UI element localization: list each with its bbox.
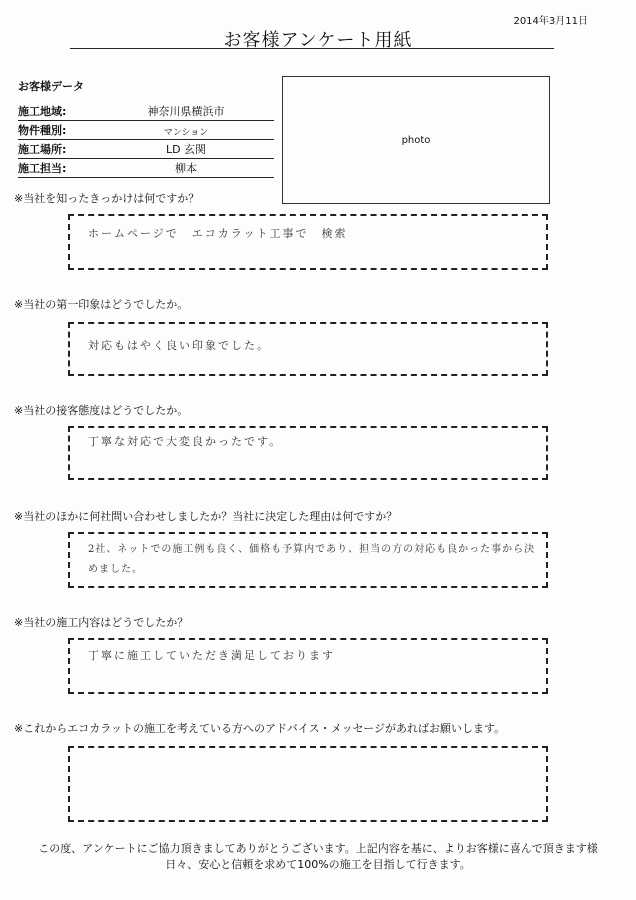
answer-box-2 bbox=[68, 322, 548, 376]
question-3: ※当社の接客態度はどうでしたか。 bbox=[14, 404, 189, 417]
answer-3: 丁寧な対応で大変良かったです。 bbox=[88, 435, 283, 448]
survey-date: 2014年3月11日 bbox=[513, 16, 588, 27]
info-row-location bbox=[18, 140, 274, 159]
info-label: 物件種別: bbox=[18, 124, 67, 137]
question-5: ※当社の施工内容はどうでしたか？ bbox=[14, 616, 189, 629]
page-title: お客様アンケート用紙 bbox=[223, 30, 413, 51]
answer-5: 丁寧に施工していただき満足しております bbox=[88, 649, 335, 662]
info-row-staff bbox=[18, 159, 274, 178]
answer-1: ホームページで エコカラット工事で 検索 bbox=[88, 227, 348, 240]
question-6: ※これからエコカラットの施工を考えている方へのアドバイス・メッセージがあればお願いします。 bbox=[14, 722, 506, 735]
customer-info-table bbox=[18, 102, 274, 178]
info-value: 柳本 bbox=[175, 162, 197, 175]
photo-placeholder bbox=[282, 76, 550, 204]
answer-box-1 bbox=[68, 214, 548, 270]
answer-2: 対応もはやく良い印象でした。 bbox=[88, 339, 270, 352]
answer-box-6 bbox=[68, 746, 548, 822]
info-label: 施工担当: bbox=[18, 162, 67, 175]
answer-box-3 bbox=[68, 426, 548, 480]
question-1: ※当社を知ったきっかけは何ですか？ bbox=[14, 192, 200, 205]
info-value: 神奈川県横浜市 bbox=[147, 105, 225, 118]
info-row-area bbox=[18, 102, 274, 121]
customer-data-heading: お客様データ bbox=[18, 80, 84, 93]
question-2: ※当社の第一印象はどうでしたか。 bbox=[14, 298, 189, 311]
info-row-property-type bbox=[18, 121, 274, 140]
title-underline bbox=[70, 48, 554, 49]
info-label: 施工場所: bbox=[18, 143, 67, 156]
info-value: マンション bbox=[163, 128, 209, 138]
photo-label: photo bbox=[401, 135, 431, 146]
footer-message-line-1: この度、アンケートにご協力頂きましてありがとうございます。上記内容を基に、よりお客様に喜んで頂きます様 bbox=[38, 842, 598, 855]
footer-message-line-2: 日々、安心と信頼を求めて100%の施工を目指して行きます。 bbox=[165, 858, 471, 871]
info-label: 施工地域: bbox=[18, 105, 67, 118]
answer-4: 2社、ネットでの施工例も良く、価格も予算内であり、担当の方の対応も良かった事から決めました。 bbox=[88, 544, 536, 575]
question-4: ※当社のほかに何社問い合わせしましたか？当社に決定した理由は何ですか？ bbox=[14, 510, 398, 523]
info-value: LD 玄関 bbox=[165, 143, 207, 156]
answer-box-5 bbox=[68, 638, 548, 694]
answer-box-4 bbox=[68, 532, 548, 588]
